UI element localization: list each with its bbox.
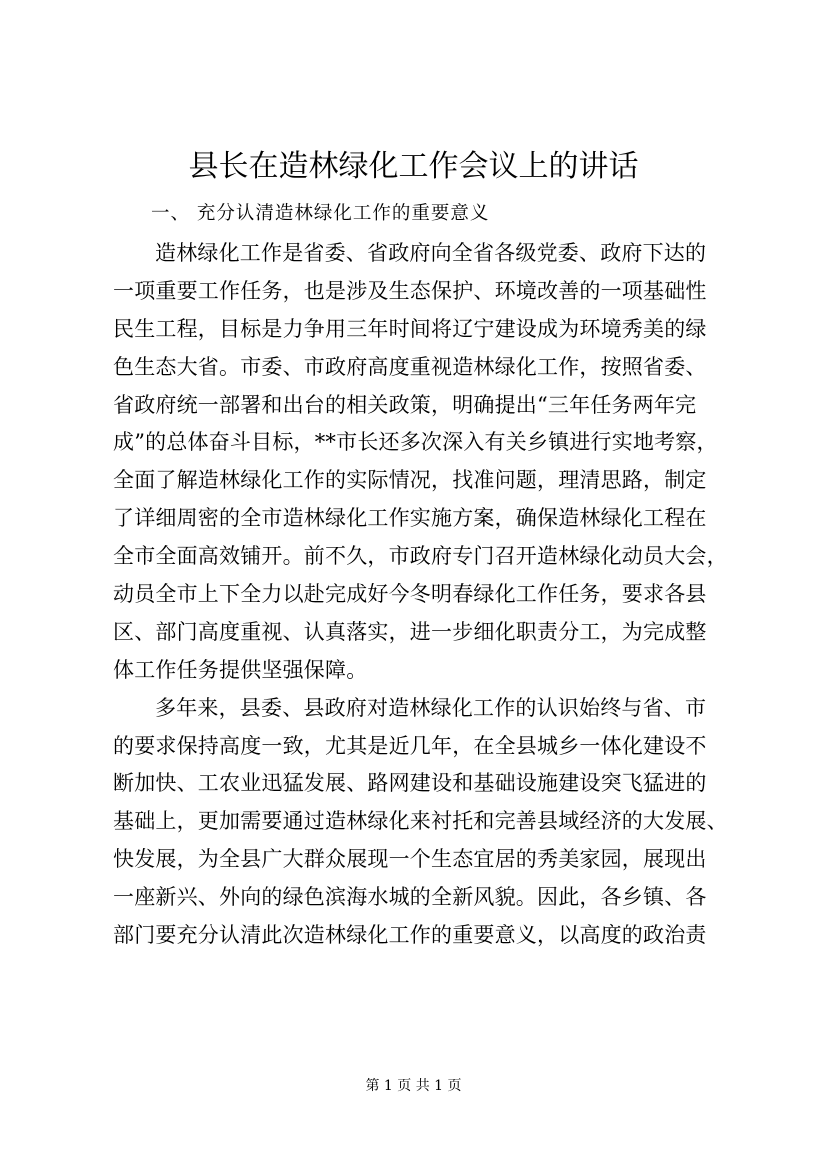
page-number-footer: 第 1 页 共 1 页 — [365, 1078, 462, 1094]
paragraph-line: 一座新兴、外向的绿色滨海水城的全新风貌。因此，各乡镇、各 — [113, 885, 707, 910]
paragraph-line: 造林绿化工作是省委、省政府向全省各级党委、政府下达的 — [155, 241, 707, 265]
document-body — [113, 198, 727, 955]
paragraph-line: 体工作任务提供坚强保障。 — [113, 657, 368, 682]
paragraph-line: 了详细周密的全市造林绿化工作实施方案，确保造林绿化工程在 — [113, 506, 707, 531]
paragraph-line: 民生工程，目标是力争用三年时间将辽宁建设成为环境秀美的绿 — [113, 316, 707, 341]
paragraph-line: 色生态大省。市委、市政府高度重视造林绿化工作，按照省委、 — [113, 354, 707, 379]
paragraph-line: 全面了解造林绿化工作的实际情况，找准问题，理清思路，制定 — [113, 468, 707, 493]
paragraph-line: 的要求保持高度一致，尤其是近几年，在全县城乡一体化建设不 — [113, 733, 707, 758]
paragraph-line: 全市全面高效铺开。前不久，市政府专门召开造林绿化动员大会， — [113, 544, 728, 569]
paragraph-line: 区、部门高度重视、认真落实，进一步细化职责分工，为完成整 — [113, 619, 707, 644]
paragraph-line: 省政府统一部署和出台的相关政策，明确提出“三年任务两年完 — [113, 392, 697, 417]
paragraph-line: 快发展，为全县广大群众展现一个生态宜居的秀美家园，展现出 — [113, 847, 707, 872]
paragraph-line: 一项重要工作任务，也是涉及生态保护、环境改善的一项基础性 — [113, 278, 707, 303]
paragraph-line: 成”的总体奋斗目标，**市长还多次深入有关乡镇进行实地考察， — [113, 430, 718, 455]
paragraph-line: 动员全市上下全力以赴完成好今冬明春绿化工作任务，要求各县 — [113, 582, 707, 607]
document-title: 县长在造林绿化工作会议上的讲话 — [188, 149, 639, 184]
paragraph-line: 基础上，更加需要通过造林绿化来衬托和完善县域经济的大发展、 — [113, 809, 728, 834]
section-heading: 一、 充分认清造林绿化工作的重要意义 — [151, 203, 490, 224]
paragraph-line: 部门要充分认清此次造林绿化工作的重要意义，以高度的政治责 — [113, 923, 707, 948]
paragraph-line: 多年来，县委、县政府对造林绿化工作的认识始终与省、市 — [155, 695, 707, 720]
paragraph-line: 断加快、工农业迅猛发展、路网建设和基础设施建设突飞猛进的 — [113, 771, 707, 796]
